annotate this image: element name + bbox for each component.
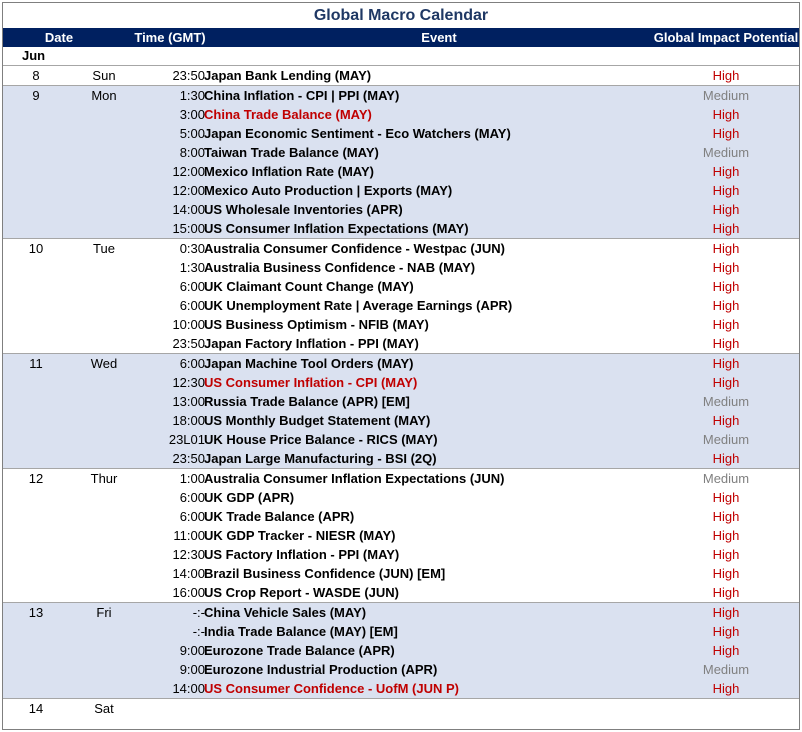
- impact-cell: High: [712, 68, 740, 83]
- day-group: [3, 85, 799, 238]
- time-cell: 23:50: [172, 336, 205, 351]
- table-row: [3, 411, 799, 430]
- impact-cell: High: [712, 605, 740, 620]
- impact-cell: Medium: [702, 394, 750, 409]
- impact-cell: High: [712, 202, 740, 217]
- day-group: [3, 602, 799, 698]
- day-group: [3, 65, 799, 85]
- time-cell: 3:00: [179, 107, 205, 122]
- impact-cell: High: [712, 375, 740, 390]
- event-cell: Eurozone Industrial Production (APR): [204, 662, 438, 677]
- time-cell: 1:30: [179, 260, 205, 275]
- time-cell: -:-: [192, 605, 205, 620]
- table-row: [3, 334, 799, 353]
- table-row: [3, 258, 799, 277]
- impact-cell: High: [712, 107, 740, 122]
- table-row: [3, 354, 799, 373]
- impact-cell: High: [712, 528, 740, 543]
- table-row: [3, 392, 799, 411]
- event-cell: China Trade Balance (MAY): [204, 107, 372, 122]
- date-cell: 12: [28, 471, 44, 486]
- time-cell: 14:00: [172, 202, 205, 217]
- impact-cell: High: [712, 221, 740, 236]
- impact-cell: High: [712, 566, 740, 581]
- event-cell: UK GDP (APR): [204, 490, 295, 505]
- table-row: [3, 66, 799, 85]
- month-label: Jun: [22, 48, 46, 63]
- event-cell: Russia Trade Balance (APR) [EM]: [204, 394, 410, 409]
- table-row: [3, 583, 799, 602]
- event-cell: Japan Economic Sentiment - Eco Watchers (MAY): [204, 126, 511, 141]
- day-cell: Fri: [96, 605, 112, 620]
- impact-cell: High: [712, 643, 740, 658]
- event-cell: US Business Optimism - NFIB (MAY): [204, 317, 429, 332]
- impact-cell: High: [712, 413, 740, 428]
- time-cell: 8:00: [179, 145, 205, 160]
- table-row: [3, 373, 799, 392]
- impact-cell: High: [712, 126, 740, 141]
- impact-cell: Medium: [702, 432, 750, 447]
- time-cell: 12:30: [172, 375, 205, 390]
- time-cell: 12:30: [172, 547, 205, 562]
- impact-cell: High: [712, 356, 740, 371]
- table-header: [3, 28, 799, 47]
- table-row: [3, 507, 799, 526]
- event-cell: UK GDP Tracker - NIESR (MAY): [204, 528, 396, 543]
- table-row: [3, 622, 799, 641]
- time-cell: 13:00: [172, 394, 205, 409]
- impact-cell: Medium: [702, 88, 750, 103]
- time-cell: 16:00: [172, 585, 205, 600]
- event-cell: China Inflation - CPI | PPI (MAY): [204, 88, 400, 103]
- day-group: [3, 238, 799, 353]
- impact-cell: High: [712, 317, 740, 332]
- event-cell: UK Trade Balance (APR): [204, 509, 355, 524]
- event-cell: Brazil Business Confidence (JUN) [EM]: [204, 566, 446, 581]
- time-cell: 10:00: [172, 317, 205, 332]
- table-row: [3, 564, 799, 583]
- table-row: [3, 200, 799, 219]
- table-row: [3, 603, 799, 622]
- event-cell: Japan Bank Lending (MAY): [204, 68, 372, 83]
- day-group: [3, 353, 799, 468]
- table-row: [3, 679, 799, 698]
- event-cell: China Vehicle Sales (MAY): [204, 605, 367, 620]
- time-cell: 6:00: [179, 298, 205, 313]
- impact-cell: High: [712, 624, 740, 639]
- time-cell: 5:00: [179, 126, 205, 141]
- time-cell: 11:00: [173, 528, 205, 543]
- time-cell: 6:00: [179, 509, 205, 524]
- event-cell: US Consumer Inflation - CPI (MAY): [204, 375, 418, 390]
- event-cell: UK Claimant Count Change (MAY): [204, 279, 414, 294]
- time-cell: 14:00: [172, 566, 205, 581]
- date-cell: 9: [32, 88, 40, 103]
- day-group: [3, 698, 799, 718]
- table-body: [3, 65, 799, 718]
- event-cell: US Wholesale Inventories (APR): [204, 202, 403, 217]
- table-row: [3, 296, 799, 315]
- day-cell: Thur: [90, 471, 118, 486]
- time-cell: 15:00: [172, 221, 205, 236]
- time-cell: 1:30: [179, 88, 205, 103]
- day-cell: Tue: [93, 241, 115, 256]
- event-cell: US Consumer Confidence - UofM (JUN P): [204, 681, 459, 696]
- event-cell: Mexico Inflation Rate (MAY): [204, 164, 374, 179]
- day-cell: Wed: [90, 356, 118, 371]
- impact-cell: High: [712, 298, 740, 313]
- calendar-title: Global Macro Calendar: [313, 7, 489, 24]
- date-cell: 13: [28, 605, 44, 620]
- event-cell: Japan Machine Tool Orders (MAY): [204, 356, 414, 371]
- impact-cell: High: [712, 547, 740, 562]
- table-row: [3, 219, 799, 238]
- impact-cell: High: [712, 183, 740, 198]
- header-event: Event: [421, 30, 457, 45]
- date-cell: 8: [32, 68, 40, 83]
- calendar-table: [2, 2, 800, 730]
- event-cell: Eurozone Trade Balance (APR): [204, 643, 395, 658]
- table-row: [3, 277, 799, 296]
- event-cell: Australia Consumer Confidence - Westpac (JUN): [204, 241, 505, 256]
- time-cell: 6:00: [179, 490, 205, 505]
- table-row: [3, 449, 799, 468]
- day-group: [3, 468, 799, 602]
- time-cell: 6:00: [179, 356, 205, 371]
- impact-cell: High: [712, 279, 740, 294]
- time-cell: 9:00: [179, 662, 205, 677]
- event-cell: Taiwan Trade Balance (MAY): [204, 145, 379, 160]
- event-cell: Australia Consumer Inflation Expectations (JUN): [204, 471, 505, 486]
- header-time: Time (GMT): [134, 30, 206, 45]
- table-row: [3, 469, 799, 488]
- time-cell: 12:00: [172, 183, 205, 198]
- impact-cell: High: [712, 336, 740, 351]
- impact-cell: Medium: [702, 662, 750, 677]
- impact-cell: Medium: [702, 145, 750, 160]
- event-cell: India Trade Balance (MAY) [EM]: [204, 624, 398, 639]
- impact-cell: Medium: [702, 471, 750, 486]
- table-row: [3, 430, 799, 449]
- table-row: [3, 660, 799, 679]
- header-impact: Global Impact Potential: [653, 30, 799, 45]
- table-row: [3, 162, 799, 181]
- time-cell: 18:00: [172, 413, 205, 428]
- table-row: [3, 315, 799, 334]
- impact-cell: High: [712, 681, 740, 696]
- table-row: [3, 86, 799, 105]
- time-cell: 14:00: [172, 681, 205, 696]
- table-row: [3, 699, 799, 718]
- table-row: [3, 545, 799, 564]
- date-cell: 10: [28, 241, 44, 256]
- event-cell: Japan Factory Inflation - PPI (MAY): [204, 336, 419, 351]
- event-cell: US Crop Report - WASDE (JUN): [204, 585, 399, 600]
- time-cell: -:-: [192, 624, 205, 639]
- event-cell: UK Unemployment Rate | Average Earnings (APR): [204, 298, 513, 313]
- event-cell: US Monthly Budget Statement (MAY): [204, 413, 431, 428]
- impact-cell: High: [712, 451, 740, 466]
- event-cell: Japan Large Manufacturing - BSI (2Q): [204, 451, 437, 466]
- table-row: [3, 239, 799, 258]
- event-cell: US Consumer Inflation Expectations (MAY): [204, 221, 469, 236]
- time-cell: 6:00: [179, 279, 205, 294]
- time-cell: 0:30: [179, 241, 205, 256]
- impact-cell: High: [712, 260, 740, 275]
- table-row: [3, 641, 799, 660]
- header-date: Date: [44, 30, 74, 45]
- time-cell: 9:00: [179, 643, 205, 658]
- table-row: [3, 488, 799, 507]
- event-cell: Australia Business Confidence - NAB (MAY): [204, 260, 476, 275]
- table-row: [3, 124, 799, 143]
- time-cell: 1:00: [179, 471, 205, 486]
- time-cell: 23:50: [172, 451, 205, 466]
- event-cell: US Factory Inflation - PPI (MAY): [204, 547, 400, 562]
- impact-cell: High: [712, 164, 740, 179]
- time-cell: 23L01: [168, 432, 205, 447]
- day-cell: Mon: [91, 88, 117, 103]
- table-row: [3, 526, 799, 545]
- impact-cell: High: [712, 585, 740, 600]
- date-cell: 11: [29, 356, 43, 371]
- impact-cell: High: [712, 509, 740, 524]
- time-cell: 12:00: [172, 164, 205, 179]
- event-cell: UK House Price Balance - RICS (MAY): [204, 432, 438, 447]
- time-cell: 23:50: [172, 68, 205, 83]
- table-row: [3, 143, 799, 162]
- day-cell: Sun: [92, 68, 116, 83]
- table-row: [3, 105, 799, 124]
- day-cell: Sat: [94, 701, 114, 716]
- impact-cell: High: [712, 490, 740, 505]
- impact-cell: High: [712, 241, 740, 256]
- table-row: [3, 181, 799, 200]
- event-cell: Mexico Auto Production | Exports (MAY): [204, 183, 453, 198]
- date-cell: 14: [28, 701, 44, 716]
